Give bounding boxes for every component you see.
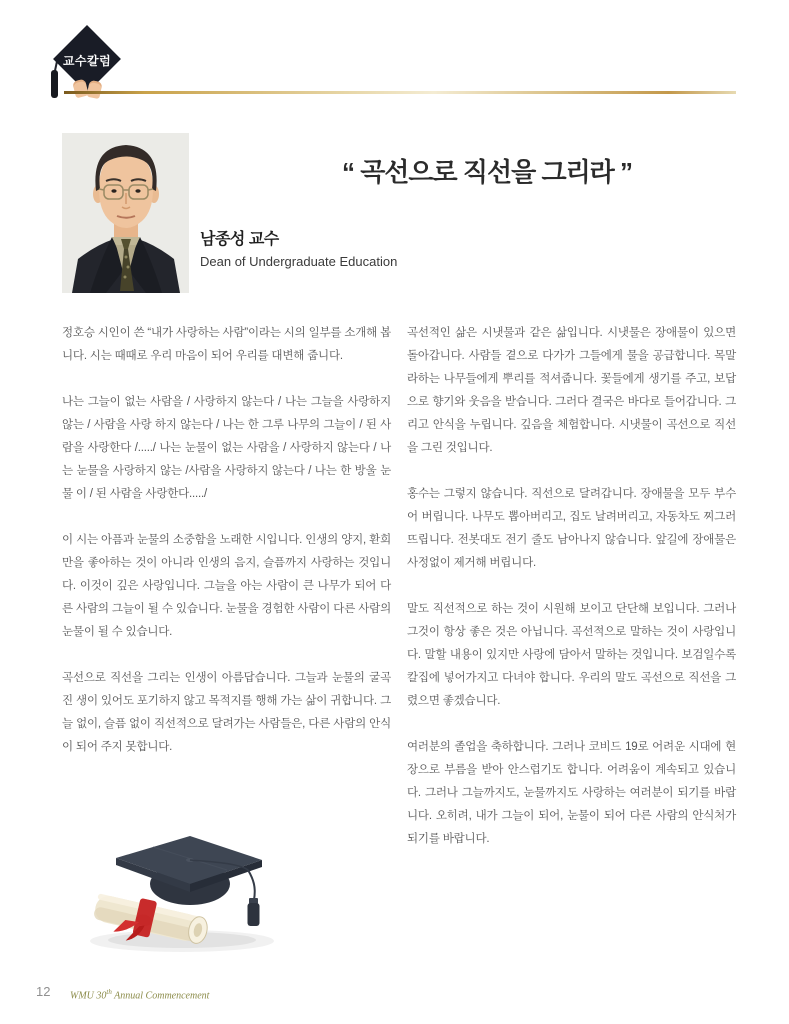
author-block	[200, 226, 397, 269]
paragraph: 곡선적인 삶은 시냇물과 같은 삶입니다. 시냇물은 장애물이 있으면 돌아갑니다. 사람들 곁으로 다가가 그들에게 물을 공급합니다. 목말라하는 나무들에게 뿌리를 적셔줍니다. 꽃들에게 생기를 주고, 보답으로 향기와 웃음을 받습니다. 그러다 결국은 바다로 들어갑니다. 그리고 안식을 누립니다. 깊음을 체험합니다. 시냇물이 곡선으로 직선을 그린 것입니다.	[407, 327, 736, 454]
portrait-illustration	[62, 133, 189, 293]
cap-and-diploma-icon	[86, 824, 276, 956]
article-title: “ 곡선으로 직선을 그리라 ”	[341, 157, 633, 187]
journal-title-suffix: Annual Commencement	[111, 990, 210, 1002]
professor-photo	[62, 133, 189, 293]
paragraph: 여러분의 졸업을 축하합니다. 그러나 코비드 19로 어려운 시대에 현장으로 부름을 받아 안스럽기도 합니다. 어려움이 계속되고 있습니다. 그러나 그늘까지도, 눈물까지도 사랑하는 여러분이 되기를 바랍니다. 오히려, 내가 그늘이 되어, 눈물이 되어 다른 사람의 안식처가 되기를 바랍니다.	[407, 741, 736, 845]
journal-title	[70, 988, 209, 1001]
paragraph: 이 시는 아픔과 눈물의 소중함을 노래한 시입니다. 인생의 양지, 환희만을 좋아하는 것이 아니라 인생의 음지, 슬픔까지 사랑하는 것입니다. 이것이 깊은 사랑입니다. 그늘을 아는 사람이 큰 나무가 되어 다른 사람의 그늘이 될 수 있습니다. 눈물을 경험한 사람이 다른 사람의 눈물이 될 수 있습니다.	[62, 534, 391, 638]
paragraph: 정호승 시인이 쓴 “내가 사랑하는 사람”이라는 시의 일부를 소개해 봅니다. 시는 때때로 우리 마음이 되어 우리를 대변해 줍니다.	[62, 327, 391, 362]
graduation-illustration	[86, 824, 276, 956]
article-body	[62, 322, 736, 874]
page-number: 12	[36, 984, 51, 999]
left-column	[62, 322, 391, 874]
professor-name: 남종성 교수	[200, 231, 279, 248]
hand-right-icon	[86, 80, 102, 99]
paragraph-poem: 나는 그늘이 없는 사람을 / 사랑하지 않는다 / 나는 그늘을 사랑하지 않는 / 사람을 사랑 하지 않는다 / 나는 한 그루 나무의 그늘이 / 된 사람을 사랑한다 /...../ 나는 눈물이 없는 사람을 / 사랑하지 않는다 / 나는 눈물을 사랑하지 않는 /사람을 사랑하지 않는다 / 나는 한 방울 눈물 이 / 된 사람을 사랑한다...../	[62, 396, 391, 500]
paragraph: 홍수는 그렇지 않습니다. 직선으로 달려갑니다. 장애물을 모두 부수어 버립니다. 나무도 뽑아버리고, 집도 날려버리고, 자동차도 찌그러뜨립니다. 전봇대도 전기 줄도 남아나지 않습니다. 앞길에 장애물은 사정없이 제거해 버립니다.	[407, 488, 736, 569]
journal-title-ordinal: th	[106, 988, 112, 996]
tassel-icon	[51, 70, 58, 98]
paragraph: 말도 직선적으로 하는 것이 시원해 보이고 단단해 보입니다. 그러나 그것이 항상 좋은 것은 아닙니다. 곡선적으로 말하는 것이 사랑입니다. 말할 내용이 있지만 사랑에 담아서 말하는 것입니다. 보검일수록 칼집에 넣어가지고 다녀야 합니다. 우리의 말도 곡선으로 직선을 그렸으면 좋겠습니다.	[407, 603, 736, 707]
professor-role: Dean of Undergraduate Education	[200, 254, 398, 269]
column-badge-label: 교수칼럼	[62, 54, 112, 68]
journal-title-prefix: WMU 30	[70, 990, 107, 1002]
paragraph: 곡선으로 직선을 그리는 인생이 아름답습니다. 그늘과 눈물의 굴곡진 생이 있어도 포기하지 않고 목적지를 행해 가는 삶이 귀합니다. 그늘 없이, 슬픔 없이 직선적으로 달려가는 사람들은, 다른 사람의 안식이 되어 주지 못합니다.	[62, 672, 391, 753]
gold-divider	[64, 91, 736, 94]
right-column	[407, 322, 736, 874]
